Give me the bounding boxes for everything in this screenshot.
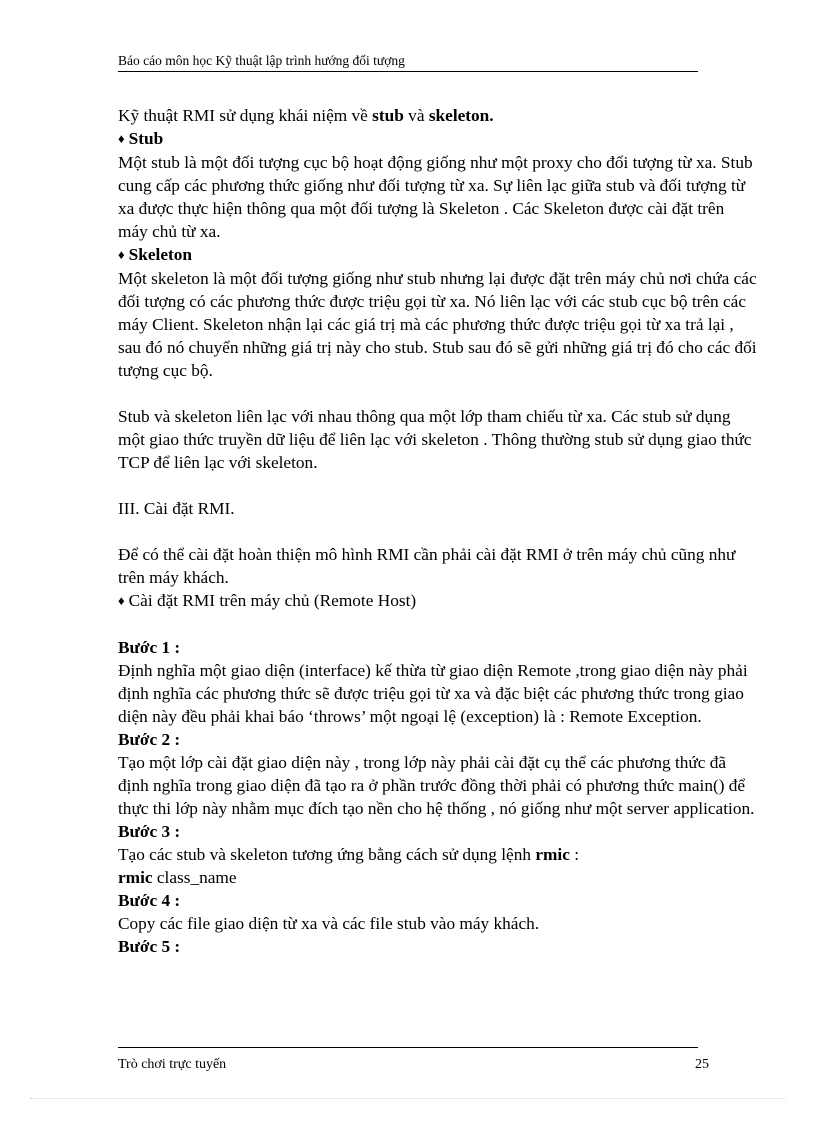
step-3-text-suffix: : — [569, 845, 579, 864]
communication-paragraph: Stub và skeleton liên lạc với nhau thông qua một lớp tham chiếu từ xa. Các stub sử dụng một giao thức truyền dữ liệu để liên lạc với skeleton . Thông thường stub sử dụng giao thức TCP để liên lạc với skeleton. — [118, 407, 752, 472]
subheading-text: Cài đặt RMI trên máy chủ (Remote Host) — [128, 591, 417, 610]
intro-text: Kỹ thuật RMI sử dụng khái niệm về — [118, 106, 373, 125]
page-header — [118, 52, 698, 72]
step-3-text — [118, 843, 758, 866]
step-5-label — [118, 935, 758, 958]
skeleton-title: Skeleton — [128, 245, 193, 264]
step-label: Bước 2 : — [118, 730, 181, 749]
section3-intro: Để có thể cài đặt hoàn thiện mô hình RMI cần phải cài đặt RMI ở trên máy chủ cũng như trên máy khách. — [118, 545, 736, 587]
intro-and: và — [403, 106, 429, 125]
stub-title: Stub — [128, 129, 164, 148]
step-label: Bước 3 : — [118, 822, 181, 841]
diamond-bullet-icon: ♦ — [118, 247, 125, 262]
section3-subheading — [118, 589, 758, 613]
stub-heading — [118, 127, 758, 151]
code-argument: class_name — [152, 868, 237, 887]
step-label: Bước 4 : — [118, 891, 181, 910]
intro-skeleton-term: skeleton. — [428, 106, 494, 125]
header-title: Báo cáo môn học Kỹ thuật lập trình hướng đối tượng — [118, 53, 405, 68]
rmic-command: rmic — [535, 845, 570, 864]
page-number: 25 — [695, 1057, 709, 1072]
intro-paragraph — [118, 104, 758, 127]
skeleton-heading — [118, 243, 758, 267]
document-body — [118, 104, 758, 958]
step-3-label — [118, 820, 758, 843]
footer-title: Trò chơi trực tuyến — [118, 1057, 227, 1072]
step-3-code — [118, 866, 758, 889]
skeleton-paragraph: Một skeleton là một đối tượng giống như stub nhưng lại được đặt trên máy chủ nơi chứa các đối tượng có các phương thức được triệu gọi từ xa. Nó liên lạc với các stub cục bộ trên các máy Client. Skeleton nhận lại các giá trị mà các phương thức được triệu gọi từ xa trả lại , sau đó nó chuyển những giá trị này cho stub. Stub sau đó sẽ gửi những giá trị đó cho các đối tượng cục bộ. — [118, 269, 757, 380]
step-4-text: Copy các file giao diện từ xa và các file stub vào máy khách. — [118, 914, 540, 933]
diamond-bullet-icon: ♦ — [118, 131, 125, 146]
step-1-label — [118, 636, 758, 659]
diamond-bullet-icon: ♦ — [118, 593, 125, 608]
step-3-text-prefix: Tạo các stub và skeleton tương ứng bằng cách sử dụng lệnh — [118, 845, 536, 864]
intro-stub-term: stub — [372, 106, 404, 125]
footer-divider — [118, 1047, 698, 1048]
step-label: Bước 1 : — [118, 638, 181, 657]
step-1-text: Định nghĩa một giao diện (interface) kế thừa từ giao diện Remote ,trong giao diện này phải định nghĩa các phương thức sẽ được triệu gọi từ xa và đặc biệt các phương thức trong giao diện này đều phải khai báo ‘throws’ một ngoại lệ (exception) là : Remote Exception. — [118, 661, 748, 726]
section3-heading: III. Cài đặt RMI. — [118, 499, 235, 518]
stub-paragraph: Một stub là một đối tượng cục bộ hoạt động giống như một proxy cho đối tượng từ xa. Stub cung cấp các phương thức giống như đối tượng từ xa. Sự liên lạc giữa stub và đối tượng từ xa được thực hiện thông qua một đối tượng là Skeleton . Các Skeleton được cài đặt trên máy chủ từ xa. — [118, 153, 753, 241]
step-4-label — [118, 889, 758, 912]
step-label: Bước 5 : — [118, 937, 181, 956]
page-boundary — [30, 1098, 786, 1099]
code-command: rmic — [118, 868, 153, 887]
step-2-text: Tạo một lớp cài đặt giao diện này , trong lớp này phải cài đặt cụ thể các phương thức đã định nghĩa trong giao diện đã tạo ra ở phần trước đồng thời phải có phương thức main() để thực thi lớp này nhằm mục đích tạo nền cho hệ thống , nó giống như một server application. — [118, 753, 755, 818]
step-2-label — [118, 728, 758, 751]
